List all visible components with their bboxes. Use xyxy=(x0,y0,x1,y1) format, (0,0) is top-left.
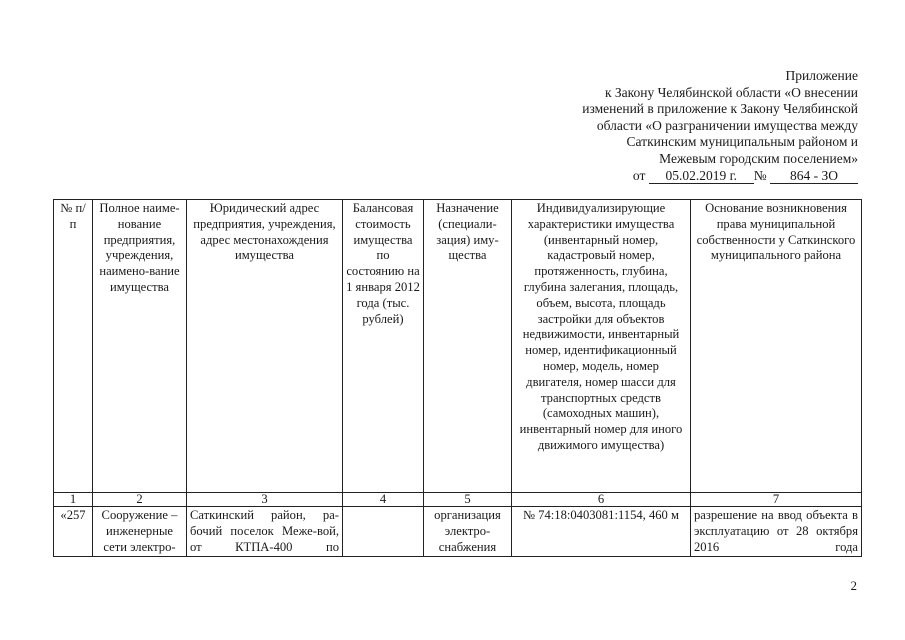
column-number: 4 xyxy=(343,493,424,507)
header-line: Саткинским муниципальным районом и xyxy=(626,134,858,150)
header-line: Приложение xyxy=(785,68,858,83)
property-purpose: организация электро-снабжения xyxy=(424,507,512,557)
property-characteristics: № 74:18:0403081:1154, 460 м xyxy=(512,507,691,557)
property-name: Сооружение – инженерные сети электро- xyxy=(93,507,187,557)
column-number: 7 xyxy=(691,493,862,507)
header-date-line xyxy=(528,168,858,185)
column-header: Индивидуализирующие характеристики имущества (инвентарный номер, кадастровый номер, протяженность, глубина, глубина залегания, площадь, объем, высота, площадь застройки для объектов недвижимости, инвентарный номер, идентификационный номер, модель, номер двигателя, номер шасси для транспортных средств (самоходных машин), инвентарный номер для иного движимого имущества) xyxy=(512,200,691,493)
header-line: области «О разграничении имущества между xyxy=(596,117,858,133)
property-table xyxy=(53,199,862,557)
document-header xyxy=(528,68,858,184)
ownership-basis: разрешение на ввод объекта в эксплуатацию от 28 октября 2016 года xyxy=(691,507,862,557)
column-number-row xyxy=(54,493,862,507)
balance-value xyxy=(343,507,424,557)
page-number: 2 xyxy=(850,578,857,593)
number-prefix: № xyxy=(753,167,767,183)
column-header: Назначение (специали-зация) иму-щества xyxy=(424,200,512,493)
column-header: Полное наиме-нование предприятия, учреждения, наимено-вание имущества xyxy=(93,200,187,493)
column-header: № п/п xyxy=(54,200,93,493)
column-number: 2 xyxy=(93,493,187,507)
header-line: к Закону Челябинской области «О внесении xyxy=(604,84,858,100)
column-number: 1 xyxy=(54,493,93,507)
table-row xyxy=(54,507,862,557)
header-line: Межевым городским поселением» xyxy=(659,150,858,166)
row-number: «257 xyxy=(54,507,93,557)
law-number: 864 - ЗО xyxy=(770,169,858,184)
column-header: Балансовая стоимость имущества по состоянию на 1 января 2012 года (тыс. рублей) xyxy=(343,200,424,493)
column-header: Основание возникновения права муниципальной собственности у Саткинского муниципального района xyxy=(691,200,862,493)
column-number: 5 xyxy=(424,493,512,507)
header-line: изменений в приложение к Закону Челябинской xyxy=(582,101,858,117)
law-date: 05.02.2019 г. xyxy=(649,169,754,184)
date-prefix: от xyxy=(632,167,646,183)
property-address: Саткинский район, ра-бочий поселок Меже-вой, от КТПА-400 по xyxy=(187,507,343,557)
column-header: Юридический адрес предприятия, учреждения, адрес местонахождения имущества xyxy=(187,200,343,493)
column-number: 6 xyxy=(512,493,691,507)
column-number: 3 xyxy=(187,493,343,507)
table-header-row xyxy=(54,200,862,493)
